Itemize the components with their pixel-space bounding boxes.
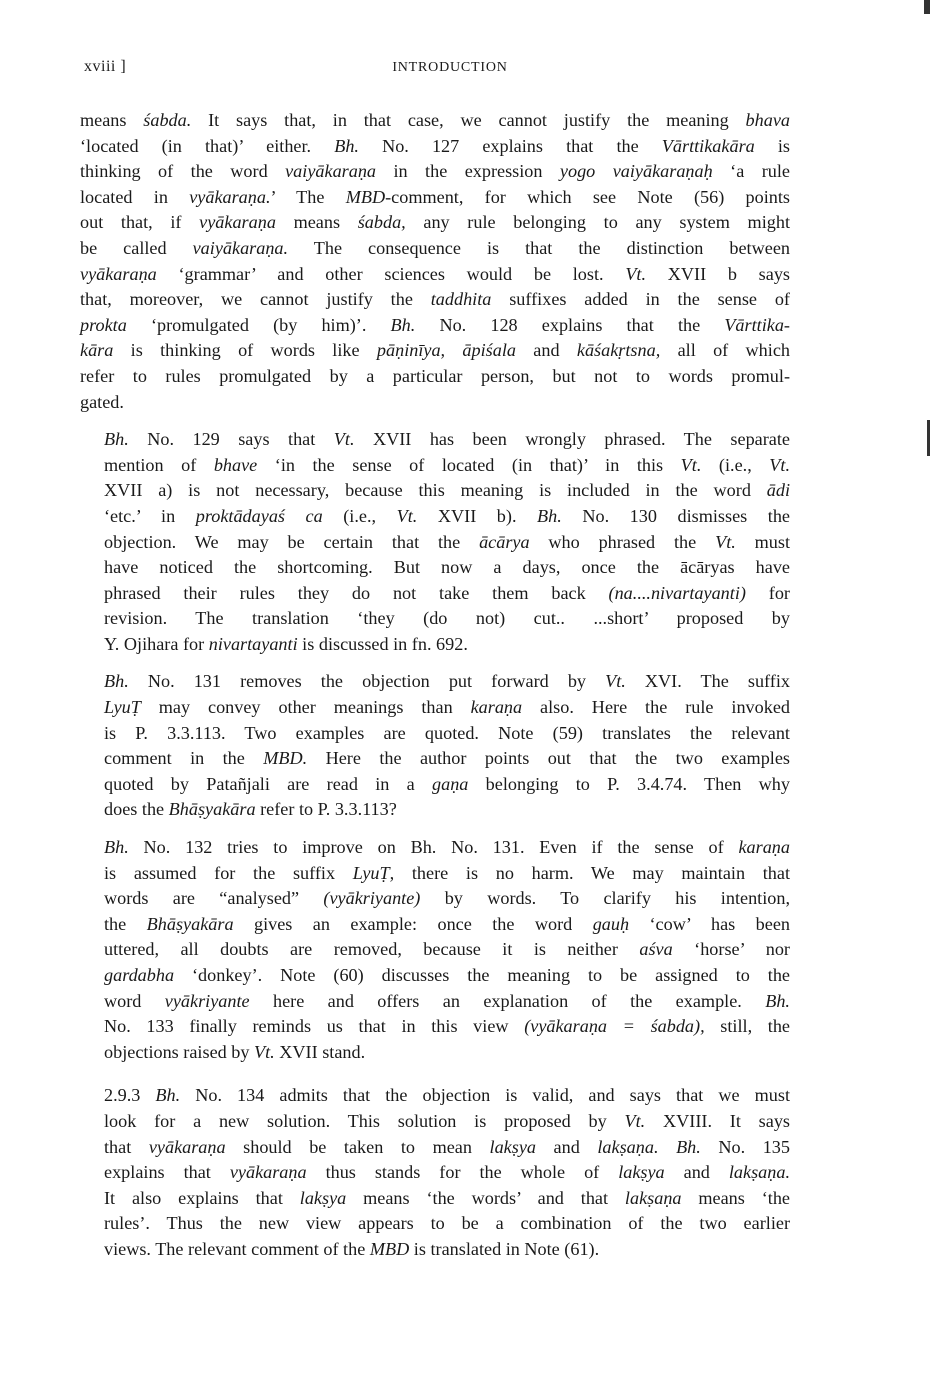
page-number: xviii ] <box>84 58 127 75</box>
text-line: uttered, all doubts are removed, because it is neither aśva ‘horse’ nor <box>104 939 790 960</box>
text-line: It also explains that lakṣya means ‘the words’ and that lakṣaṇa means ‘the <box>104 1187 790 1208</box>
text-line: objection. We may be certain that the ācārya who phrased the Vt. must <box>104 531 791 552</box>
text-line: views. The relevant comment of the MBD is translated in Note (61). <box>104 1238 600 1259</box>
scan-edge-mark <box>924 0 930 14</box>
text-line: is P. 3.3.113. Two examples are quoted. Note (59) translates the relevant <box>104 722 790 743</box>
paragraph-3 <box>80 669 790 823</box>
text-line: No. 133 finally reminds us that in this view (vyākaraṇa = śabda), still, the <box>104 1016 790 1037</box>
text-line: phrased their rules they do not take them back (na....nivartayanti) for <box>104 582 790 603</box>
text-line: Y. Ojihara for nivartayanti is discussed in fn. 692. <box>104 633 468 654</box>
text-line: Bh. No. 132 tries to improve on Bh. No. 131. Even if the sense of karaṇa <box>104 837 790 858</box>
text-line: rules’. Thus the new view appears to be a combination of the two earlier <box>104 1213 790 1234</box>
text-line: ‘etc.’ in proktādayaś ca (i.e., Vt. XVII b). Bh. No. 130 dismisses the <box>104 505 790 526</box>
text-line: Bh. No. 131 removes the objection put forward by Vt. XVI. The suffix <box>104 671 790 692</box>
text-line: gated. <box>80 391 124 412</box>
text-line: explains that vyākaraṇa thus stands for the whole of lakṣya and lakṣaṇa. <box>104 1162 790 1183</box>
text-line: that vyākaraṇa should be taken to mean lakṣya and lakṣaṇa. Bh. No. 135 <box>104 1136 790 1157</box>
paragraph-1 <box>80 108 790 415</box>
text-line: ‘located (in that)’ either. Bh. No. 127 explains that the Vārttikakāra is <box>80 135 790 156</box>
text-line: XVII a) is not necessary, because this meaning is included in the word ādi <box>104 480 790 501</box>
paragraph-2 <box>80 427 790 657</box>
text-line: revision. The translation ‘they (do not) cut.. ...short’ proposed by <box>104 608 790 629</box>
text-line: 2.9.3 Bh. No. 134 admits that the objection is valid, and says that we must <box>104 1085 790 1106</box>
text-line: the Bhāṣyakāra gives an example: once the word gauḥ ‘cow’ has been <box>104 913 790 934</box>
text-line: Bh. No. 129 says that Vt. XVII has been wrongly phrased. The separate <box>104 429 790 450</box>
text-line: kāra is thinking of words like pāṇinīya, āpiśala and kāśakṛtsna, all of which <box>80 340 790 361</box>
text-line: LyuṬ may convey other meanings than karaṇa also. Here the rule invoked <box>104 697 790 718</box>
text-line: objections raised by Vt. XVII stand. <box>104 1041 366 1062</box>
paragraph-4 <box>80 835 790 1065</box>
text-line: out that, if vyākaraṇa means śabda, any rule belonging to any system might <box>80 212 790 233</box>
running-header <box>80 58 790 88</box>
text-line: mention of bhave ‘in the sense of located (in that)’ in this Vt. (i.e., Vt. <box>104 454 790 475</box>
page-title: INTRODUCTION <box>392 60 508 75</box>
text-line: located in vyākaraṇa.’ The MBD-comment, for which see Note (56) points <box>80 186 790 207</box>
text-line: vyākaraṇa ‘grammar’ and other sciences would be lost. Vt. XVII b says <box>80 263 790 284</box>
text-line: does the Bhāṣyakāra refer to P. 3.3.113? <box>104 799 397 820</box>
text-line: is assumed for the suffix LyuṬ, there is no harm. We may maintain that <box>104 862 791 883</box>
paragraph-section-2-9-3 <box>80 1083 790 1262</box>
text-line: word vyākriyante here and offers an explanation of the example. Bh. <box>104 990 790 1011</box>
page-body <box>80 58 790 1263</box>
text-line: words are “analysed” (vyākriyante) by words. To clarify his intention, <box>104 888 791 909</box>
text-line: gardabha ‘donkey’. Note (60) discusses the meaning to be assigned to the <box>104 965 790 985</box>
text-line: quoted by Patañjali are read in a gaṇa belonging to P. 3.4.74. Then why <box>104 773 790 794</box>
text-line: prokta ‘promulgated (by him)’. Bh. No. 128 explains that the Vārttika- <box>80 314 790 335</box>
text-line: refer to rules promulgated by a particular person, but not to words promul- <box>80 365 790 386</box>
text-line: comment in the MBD. Here the author points out that the two examples <box>104 748 790 769</box>
text-line: be called vaiyākaraṇa. The consequence is that the distinction between <box>80 237 790 258</box>
text-line: means śabda. It says that, in that case, we cannot justify the meaning bhava <box>80 110 790 130</box>
text-line: look for a new solution. This solution is proposed by Vt. XVIII. It says <box>104 1110 790 1131</box>
text-line: that, moreover, we cannot justify the taddhita suffixes added in the sense of <box>80 289 790 310</box>
text-line: have noticed the shortcoming. But now a days, once the ācāryas have <box>104 557 790 578</box>
text-line: thinking of the word vaiyākaraṇa in the expression yogo vaiyākaraṇaḥ ‘a rule <box>80 161 790 182</box>
